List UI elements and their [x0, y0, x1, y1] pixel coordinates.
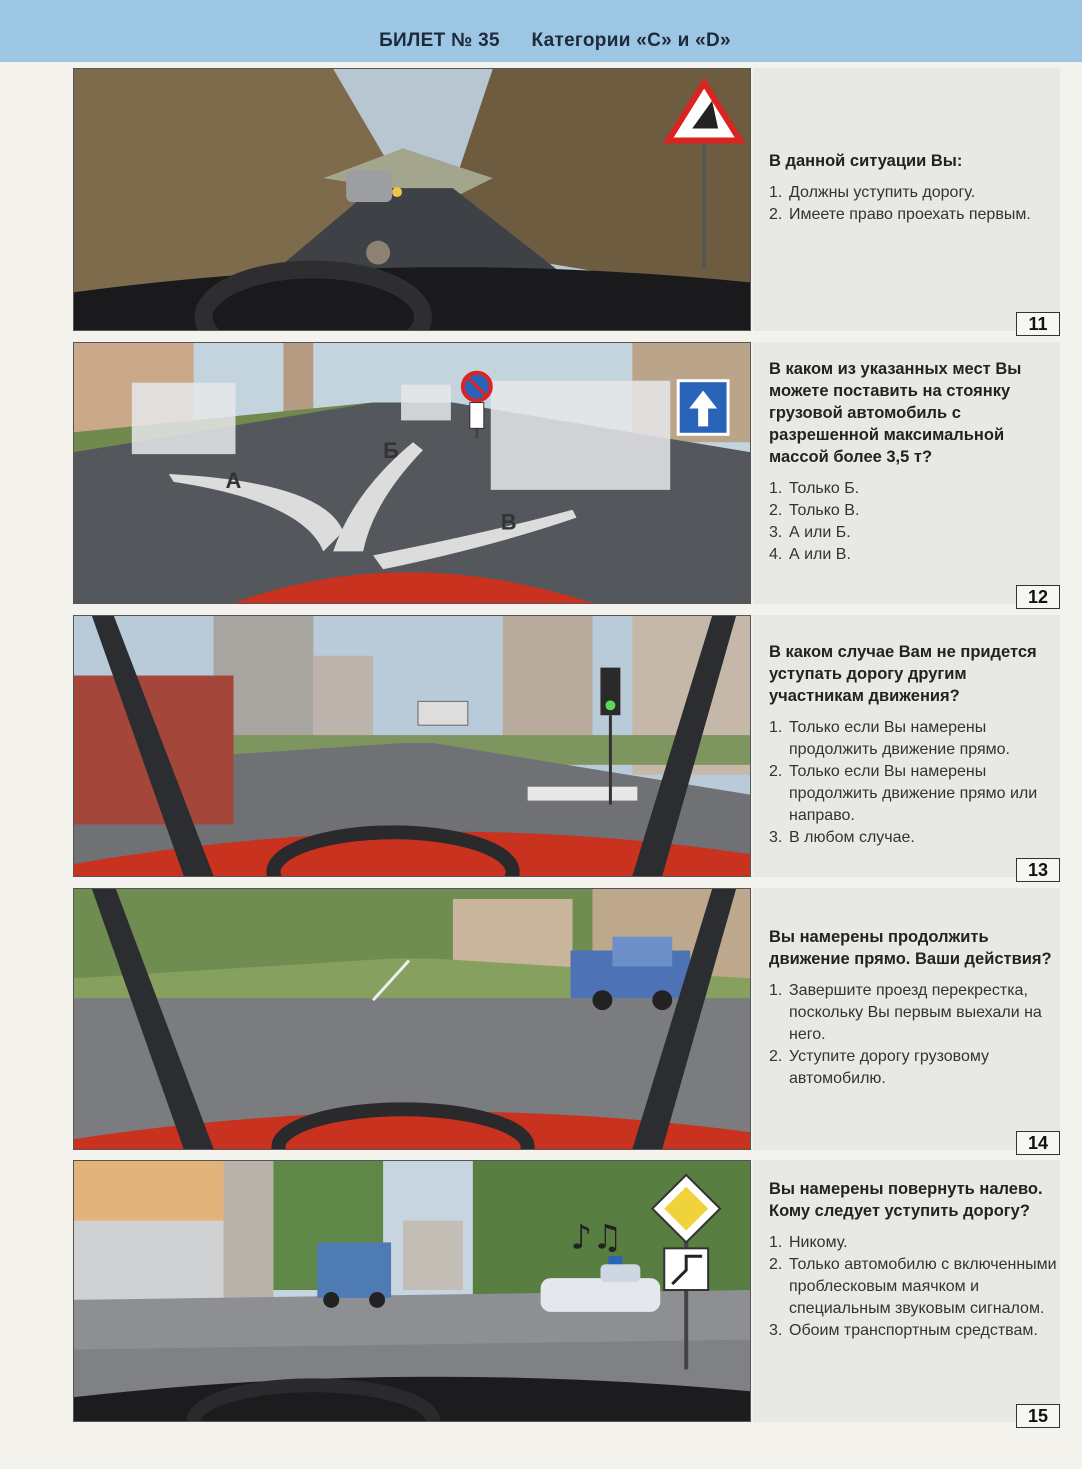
question-12-number: 12 [1016, 585, 1060, 609]
question-13 [73, 615, 1060, 885]
question-14-photo [73, 888, 751, 1150]
answer-option[interactable]: 3. В любом случае. [769, 829, 915, 846]
question-12 [73, 342, 1060, 612]
answer-option[interactable]: 1. Только Б. [769, 480, 860, 497]
question-11-prompt: В данной ситуации Вы: [769, 152, 963, 170]
label-b: Б [383, 438, 399, 464]
sound-signal-icon: ♪♫ [570, 1217, 623, 1257]
question-15-text [769, 1178, 1059, 1342]
question-14-number: 14 [1016, 1131, 1060, 1155]
answer-option[interactable]: 1. Только если Вы намерены продолжить движение прямо. [769, 719, 1010, 758]
question-11-answers [769, 182, 1059, 226]
answer-option[interactable]: 2. Уступите дорогу грузовому автомобилю. [769, 1048, 990, 1087]
question-12-photo [73, 342, 751, 604]
left-turn-scene [74, 1161, 750, 1421]
ticket-category: Категории «C» и «D» [531, 30, 731, 51]
question-13-answers [769, 717, 1059, 849]
answer-option[interactable]: 2. Имеете право проехать первым. [769, 206, 1031, 223]
question-11 [73, 68, 1060, 338]
question-13-photo [73, 615, 751, 877]
parking-scene [74, 343, 750, 603]
question-11-photo [73, 68, 751, 331]
label-v: В [500, 509, 517, 535]
distant-truck [401, 385, 451, 421]
pedestrian-crossing [528, 787, 638, 801]
question-13-text [769, 641, 1059, 849]
question-15 [73, 1160, 1060, 1432]
answer-option[interactable]: 2. Только автомобилю с включенными проблесковым маячком и специальным звуковым сигналом. [769, 1256, 1057, 1317]
question-14-prompt: Вы намерены продолжить движение прямо. Ваши действия? [769, 928, 1052, 968]
answer-option[interactable]: 2. Только если Вы намерены продолжить движение прямо или направо. [769, 763, 1038, 824]
answer-option[interactable]: 1. Никому. [769, 1234, 848, 1251]
billboard [418, 701, 468, 725]
question-12-text [769, 358, 1059, 566]
mountain-road-scene [74, 69, 750, 330]
answer-option[interactable]: 2. Только В. [769, 502, 860, 519]
oncoming-car [346, 170, 392, 202]
question-11-text [769, 150, 1059, 226]
parked-truck-right [491, 381, 670, 490]
question-15-answers [769, 1232, 1059, 1342]
label-a: А [225, 467, 242, 493]
header-title [0, 30, 1082, 52]
question-12-prompt: В каком из указанных мест Вы можете поставить на стоянку грузовой автомобиль с разрешенной максимальной массой более 3,5 т? [769, 360, 1022, 466]
question-15-photo [73, 1160, 751, 1422]
question-13-number: 13 [1016, 858, 1060, 882]
truck-intersection-scene [74, 889, 750, 1149]
question-14 [73, 888, 1060, 1158]
question-12-answers [769, 478, 1059, 566]
one-way-road-sign [678, 381, 728, 435]
question-11-number: 11 [1016, 312, 1060, 336]
tram-intersection-scene [74, 616, 750, 876]
ticket-number: БИЛЕТ № 35 [379, 30, 500, 51]
answer-option[interactable]: 1. Завершите проезд перекрестка, поскольку Вы первым выехали на него. [769, 982, 1042, 1043]
page-header [0, 0, 1082, 62]
question-15-number: 15 [1016, 1404, 1060, 1428]
question-14-text [769, 926, 1059, 1090]
question-13-prompt: В каком случае Вам не придется уступать дорогу другим участникам движения? [769, 643, 1037, 705]
question-15-prompt: Вы намерены повернуть налево. Кому следует уступить дорогу? [769, 1180, 1043, 1220]
answer-option[interactable]: 3. Обоим транспортным средствам. [769, 1322, 1038, 1339]
answer-option[interactable]: 4. А или В. [769, 546, 851, 563]
question-14-answers [769, 980, 1059, 1090]
answer-option[interactable]: 3. А или Б. [769, 524, 851, 541]
answer-option[interactable]: 1. Должны уступить дорогу. [769, 184, 976, 201]
parked-truck-left [132, 383, 236, 454]
